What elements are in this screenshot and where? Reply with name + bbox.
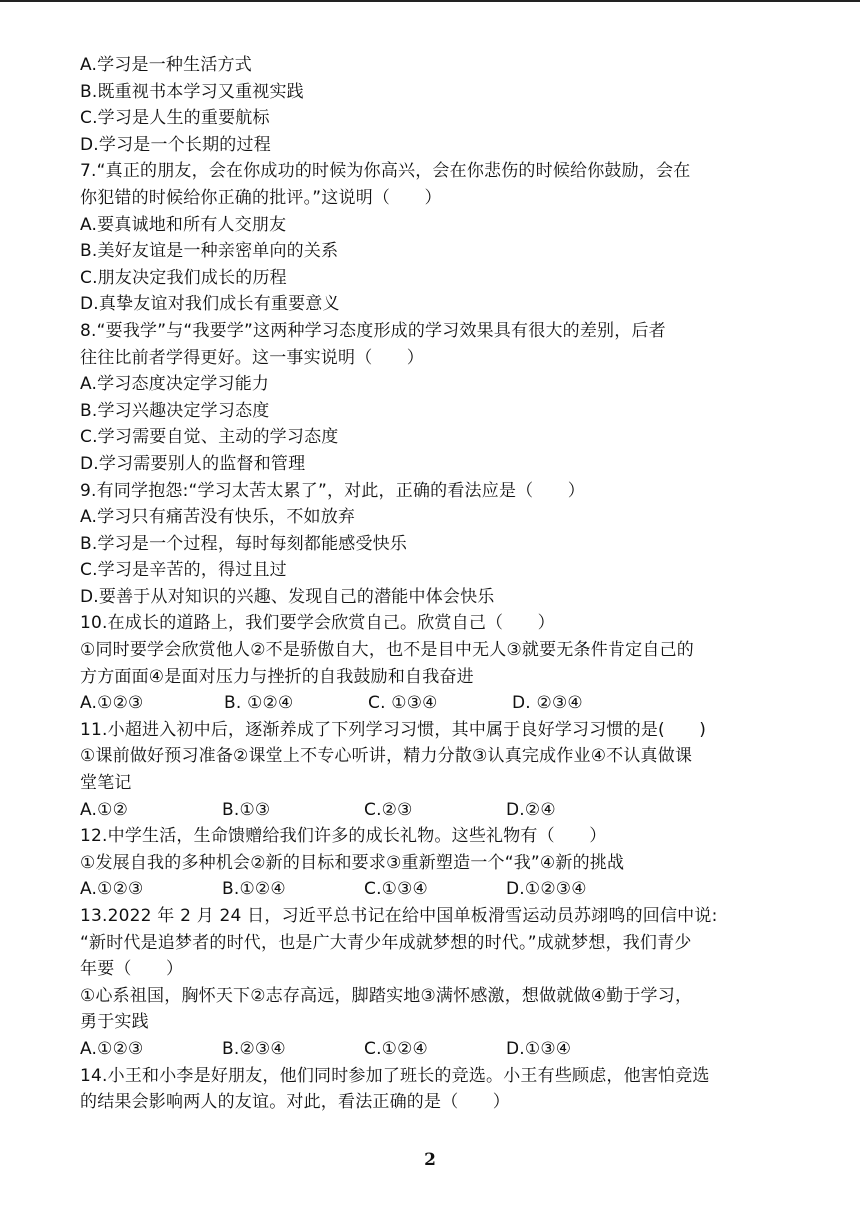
q11-items-line-1: ①课前做好预习准备②课堂上不专心听讲，精力分散③认真完成作业④不认真做课 <box>80 746 693 767</box>
q7-option-c: C.朋友决定我们成长的历程 <box>80 267 287 288</box>
q14-stem-line-1: 14.小王和小李是好朋友，他们同时参加了班长的竞选。小王有些顾虑，他害怕竞选 <box>80 1065 710 1086</box>
q12-option-b: B.①②④ <box>222 879 286 900</box>
q9-option-c: C.学习是辛苦的，得过且过 <box>80 560 287 581</box>
q12-options-row <box>80 876 730 903</box>
exam-page-body <box>80 52 730 1116</box>
q13-items-line-1: ①心系祖国，胸怀天下②志存高远，脚踏实地③满怀感激，想做就做④勤于学习， <box>80 985 693 1006</box>
q13-option-c: C.①②④ <box>364 1038 428 1059</box>
q7-option-b: B.美好友谊是一种亲密单向的关系 <box>80 241 339 262</box>
q10-option-a: A.①②③ <box>80 693 144 714</box>
q12-option-d: D.①②③④ <box>506 879 587 900</box>
q10-option-b: B. ①②④ <box>224 693 294 714</box>
q8-option-b: B.学习兴趣决定学习态度 <box>80 400 270 421</box>
q8-option-c: C.学习需要自觉、主动的学习态度 <box>80 427 339 448</box>
q10-option-c: C. ①③④ <box>368 693 438 714</box>
q7-stem-line-2: 你犯错的时候给你正确的批评。”这说明（ ） <box>80 187 442 208</box>
q13-options-row <box>80 1036 730 1063</box>
q14-stem-line-2: 的结果会影响两人的友谊。对此，看法正确的是（ ） <box>80 1092 510 1113</box>
q10-option-d: D. ②③④ <box>512 693 583 714</box>
q9-stem: 9.有同学抱怨:“学习太苦太累了”，对此，正确的看法应是（ ） <box>80 480 585 501</box>
q12-items-line-1: ①发展自我的多种机会②新的目标和要求③重新塑造一个“我”④新的挑战 <box>80 852 625 873</box>
q11-option-c: C.②③ <box>364 799 413 820</box>
page-number: 2 <box>424 1150 436 1170</box>
q8-stem-line-2: 往往比前者学得更好。这一事实说明（ ） <box>80 347 424 368</box>
q7-option-d: D.真挚友谊对我们成长有重要意义 <box>80 294 340 315</box>
q9-option-d: D.要善于从对知识的兴趣、发现自己的潜能中体会快乐 <box>80 586 495 607</box>
q6-option-a: A.学习是一种生活方式 <box>80 55 252 75</box>
q10-options-row <box>80 690 730 717</box>
q9-option-b: B.学习是一个过程，每时每刻都能感受快乐 <box>80 533 408 554</box>
q10-items-line-1: ①同时要学会欣赏他人②不是骄傲自大，也不是目中无人③就要无条件肯定自己的 <box>80 640 694 661</box>
q9-option-a: A.学习只有痛苦没有快乐，不如放弃 <box>80 507 356 528</box>
q13-option-d: D.①③④ <box>506 1038 572 1059</box>
q8-stem-line-1: 8.“要我学”与“我要学”这两种学习态度形成的学习效果具有很大的差别，后者 <box>80 320 666 341</box>
q13-items-line-2: 勇于实践 <box>80 1012 149 1033</box>
q13-stem-line-3: 年要（ ） <box>80 959 184 980</box>
q11-stem: 11.小超进入初中后，逐渐养成了下列学习习惯，其中属于良好学习习惯的是( ) <box>80 719 707 740</box>
q12-option-c: C.①③④ <box>364 879 428 900</box>
q11-option-b: B.①③ <box>222 799 271 820</box>
q13-option-b: B.②③④ <box>222 1038 286 1059</box>
q7-option-a: A.要真诚地和所有人交朋友 <box>80 214 287 235</box>
q11-option-d: D.②④ <box>506 799 556 820</box>
q6-option-c: C.学习是人生的重要航标 <box>80 108 270 129</box>
q8-option-a: A.学习态度决定学习能力 <box>80 374 270 395</box>
q13-stem-line-2: “新时代是追梦者的时代，也是广大青少年成就梦想的时代。”成就梦想，我们青少 <box>80 932 692 953</box>
top-border-rule <box>0 0 860 2</box>
q10-stem: 10.在成长的道路上，我们要学会欣赏自己。欣赏自己（ ） <box>80 613 555 634</box>
q6-option-d: D.学习是一个长期的过程 <box>80 134 271 155</box>
q13-stem-line-1: 13.2022 年 2 月 24 日，习近平总书记在给中国单板滑雪运动员苏翊鸣的回信中说: <box>80 906 718 926</box>
q13-option-a: A.①②③ <box>80 1038 144 1059</box>
q7-stem-line-1: 7.“真正的朋友，会在你成功的时候为你高兴，会在你悲伤的时候给你鼓励，会在 <box>80 161 691 182</box>
q11-option-a: A.①② <box>80 799 129 820</box>
q11-items-line-2: 堂笔记 <box>80 773 132 794</box>
q6-option-b: B.既重视书本学习又重视实践 <box>80 81 304 102</box>
q10-items-line-2: 方方面面④是面对压力与挫折的自我鼓励和自我奋进 <box>80 666 474 687</box>
q8-option-d: D.学习需要别人的监督和管理 <box>80 453 306 474</box>
q12-option-a: A.①②③ <box>80 879 144 900</box>
q12-stem: 12.中学生活，生命馈赠给我们许多的成长礼物。这些礼物有（ ） <box>80 826 607 847</box>
q11-options-row <box>80 797 730 824</box>
